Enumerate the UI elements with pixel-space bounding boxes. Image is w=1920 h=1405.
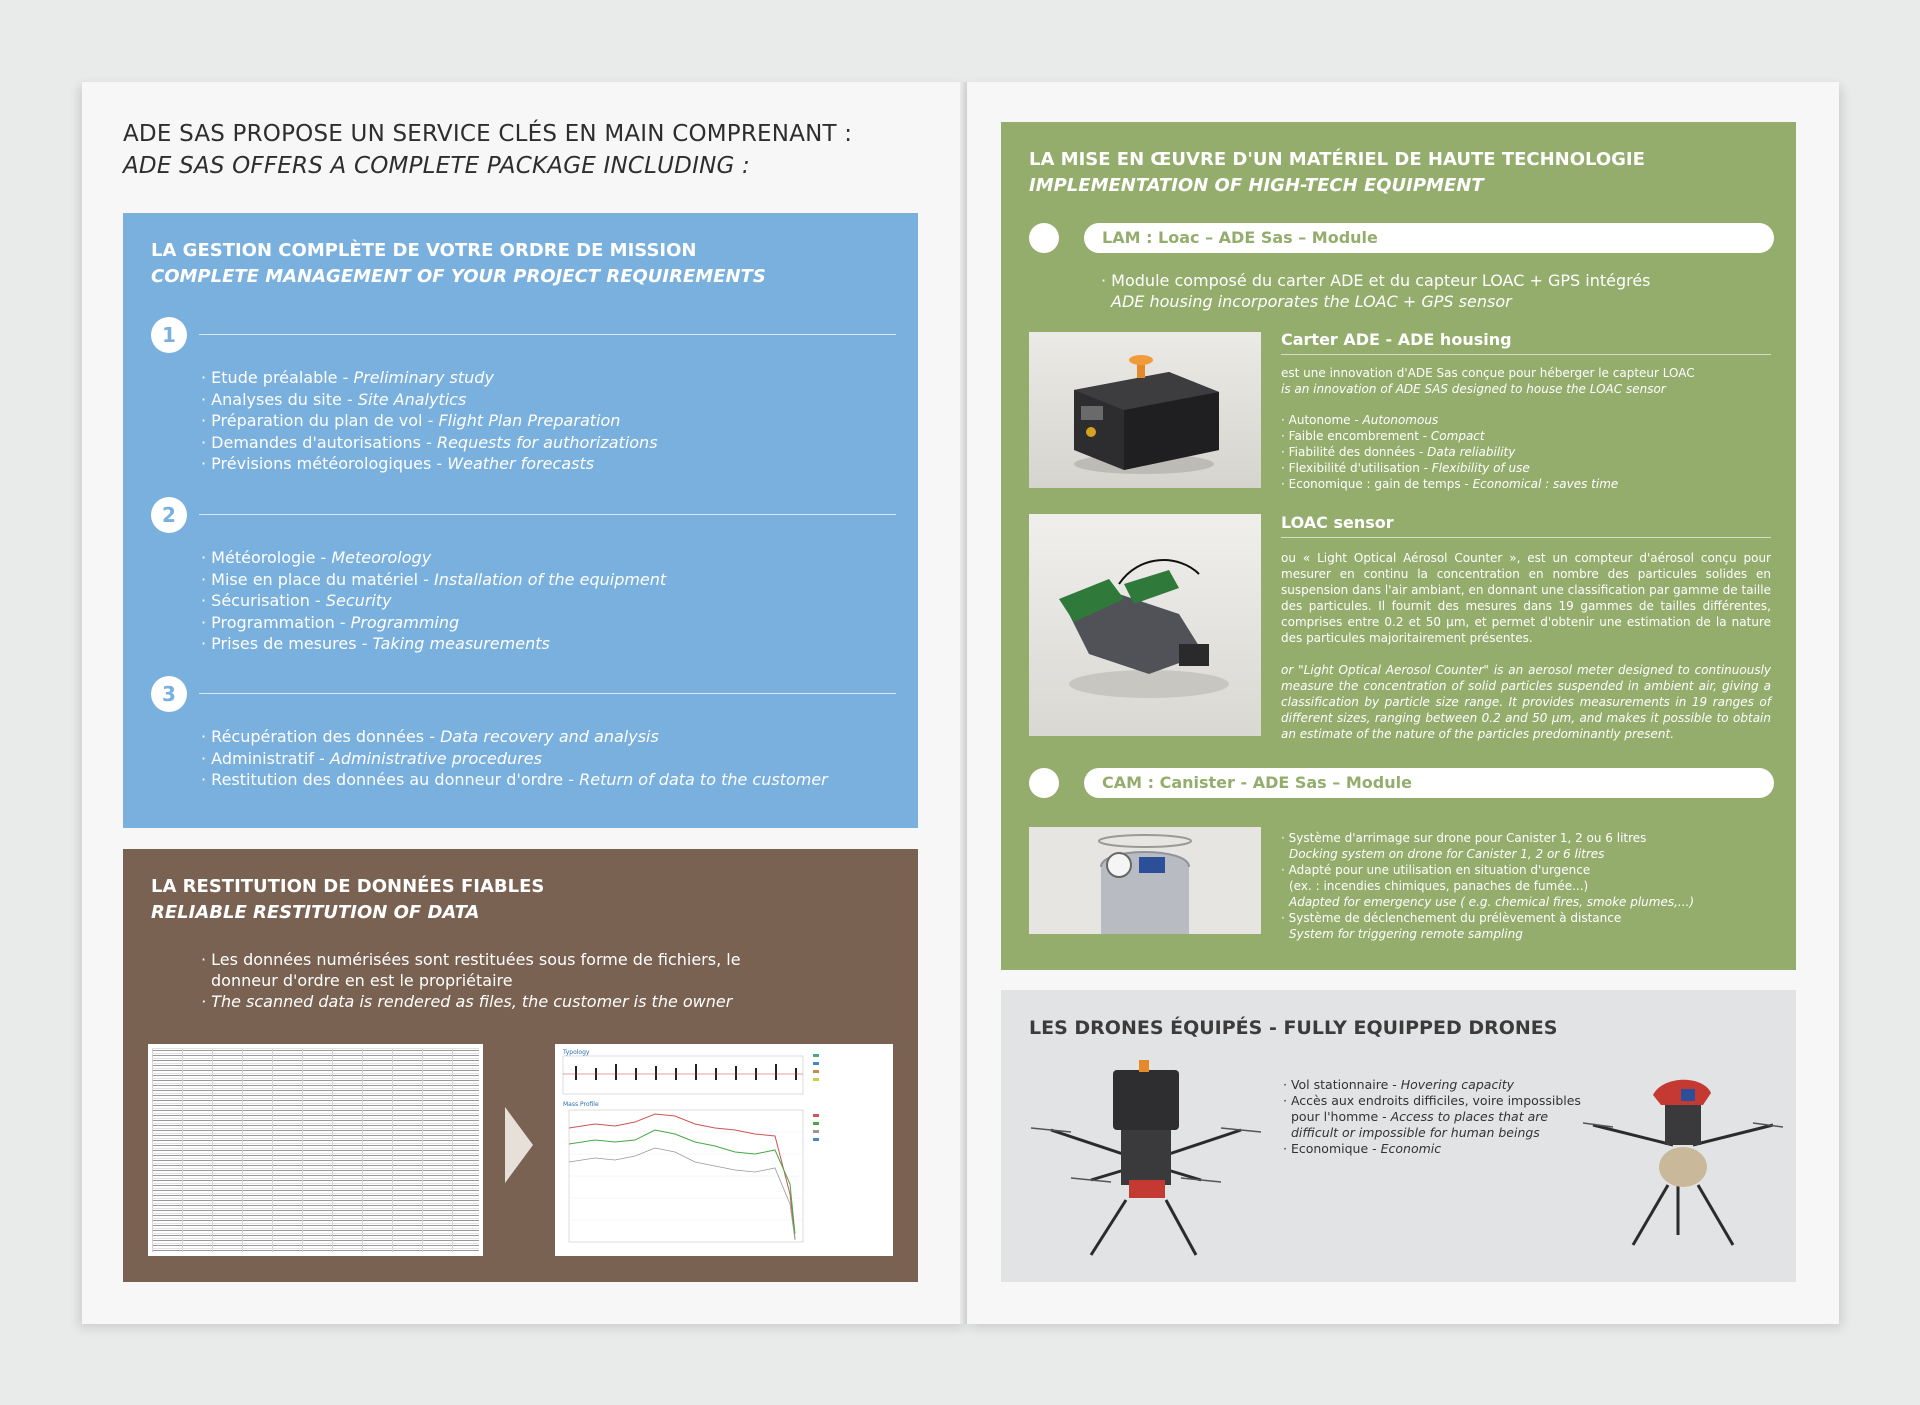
lam-module-pill: LAM : Loac – ADE Sas – Module [1084, 223, 1774, 253]
cam-line: · Système d'arrimage sur drone pour Canister 1, 2 ou 6 litres [1281, 831, 1647, 845]
list-item: · Economique - Economic [1283, 1141, 1593, 1157]
bullet-circle-icon [1029, 223, 1059, 253]
drone-features-list [1283, 1077, 1593, 1157]
cam-line: (ex. : incendies chimiques, panaches de fumée...) [1289, 879, 1589, 893]
left-page [82, 82, 967, 1324]
top-plot-marks [575, 1064, 797, 1080]
ade-housing-image [1029, 332, 1261, 488]
list-item: · Prévisions météorologiques - Weather forecasts [201, 453, 658, 475]
restitution-title-en: RELIABLE RESTITUTION OF DATA [151, 902, 480, 923]
canister-image [1029, 827, 1261, 934]
cam-description [1281, 830, 1694, 942]
list-item: · Demandes d'autorisations - Requests for authorizations [201, 432, 658, 454]
list-item: · Sécurisation - Security [201, 590, 666, 612]
cam-line: · Adapté pour une utilisation en situation d'urgence [1281, 863, 1591, 877]
list-item: · Récupération des données - Data recovery and analysis [201, 726, 828, 748]
loac-sensor-photo [1029, 514, 1261, 736]
lam-desc-en: ADE housing incorporates the LOAC + GPS sensor [1111, 292, 1512, 311]
data-restitution-block [123, 849, 918, 1282]
list-item: · Faible encombrement - Compact [1281, 429, 1485, 443]
equipped-drones-block [1001, 990, 1796, 1282]
ade-housing-photo [1029, 332, 1261, 488]
list-item: · Etude préalable - Preliminary study [201, 367, 658, 389]
list-item: · Les données numérisées sont restituées sous forme de fichiers, le donneur d'ordre en est le propriétaire [201, 949, 741, 991]
list-item: · Préparation du plan de vol - Flight Plan Preparation [201, 410, 658, 432]
graph-top-title: Typology [563, 1049, 590, 1056]
step-number-badge: 3 [151, 676, 187, 712]
restitution-title-fr: LA RESTITUTION DE DONNÉES FIABLES [151, 876, 545, 897]
carter-intro: est une innovation d'ADE Sas conçue pour héberger le capteur LOAC is an innovation of ADE SAS designed to house the LOAC sensor [1281, 366, 1695, 396]
step-divider [199, 334, 896, 335]
list-item: · Autonome - Autonomous [1281, 413, 1439, 427]
cam-line: Docking system on drone for Canister 1, 2 or 6 litres [1289, 847, 1605, 861]
page-headline [123, 118, 852, 182]
list-item: · Administratif - Administrative procedures [201, 748, 828, 770]
mission-title [151, 238, 766, 290]
step-1-list [201, 367, 658, 475]
list-item: · Flexibilité d'utilisation - Flexibility of use [1281, 461, 1530, 475]
cam-line: · Système de déclenchement du prélèvement à distance [1281, 911, 1622, 925]
cam-line: System for triggering remote sampling [1289, 927, 1523, 941]
arrow-right-icon [505, 1107, 533, 1183]
list-item: · Mise en place du matériel - Installation of the equipment [201, 569, 666, 591]
loac-description-fr: ou « Light Optical Aérosol Counter », est un compteur d'aérosol conçu pour mesurer en continu la concentration en nombre des particules solides en suspension dans l'air ambiant, en donnant une classification par gamme de taille des particules. Il fournit des mesures dans 19 gammes de tailles différentes, comprises entre 0.2 et 50 µm, et permet d'obtenir une estimation de la nature des particules majoritairement présentes. [1281, 551, 1771, 645]
cam-line: Adapted for emergency use ( e.g. chemical fires, smoke plumes,...) [1289, 895, 1695, 909]
step-divider [199, 693, 896, 694]
list-item: · Analyses du site - Site Analytics [201, 389, 658, 411]
canister-photo [1029, 827, 1261, 934]
step-divider [199, 514, 896, 515]
list-item: · Vol stationnaire - Hovering capacity [1283, 1077, 1593, 1093]
tech-title-fr: LA MISE EN ŒUVRE D'UN MATÉRIEL DE HAUTE TECHNOLOGIE [1029, 149, 1645, 170]
mission-title-fr: LA GESTION COMPLÈTE DE VOTRE ORDRE DE MISSION [151, 240, 697, 261]
graph-svg [555, 1044, 893, 1256]
drone-right-image [1583, 1075, 1783, 1250]
lam-desc-fr: · Module composé du carter ADE et du capteur LOAC + GPS intégrés [1101, 271, 1651, 290]
list-item: · The scanned data is rendered as files, the customer is the owner [201, 991, 741, 1012]
data-graph-image [555, 1044, 893, 1256]
carter-title: Carter ADE - ADE housing [1281, 330, 1512, 349]
bullet-circle-icon [1029, 768, 1059, 798]
right-page [967, 82, 1839, 1324]
data-spreadsheet-image [148, 1044, 483, 1256]
cam-module-row [1029, 768, 1769, 798]
mission-title-en: COMPLETE MANAGEMENT OF YOUR PROJECT REQUIREMENTS [151, 266, 766, 287]
list-item: · Fiabilité des données - Data reliability [1281, 445, 1516, 459]
top-plot-frame [563, 1056, 803, 1094]
cam-module-pill: CAM : Canister - ADE Sas – Module [1084, 768, 1774, 798]
legend-block-bottom [813, 1114, 819, 1141]
carter-divider [1281, 354, 1771, 355]
step-number-badge: 2 [151, 497, 187, 533]
restitution-list [201, 949, 741, 1012]
loac-divider [1281, 537, 1771, 538]
loac-description-en: or "Light Optical Aerosol Counter" is an aerosol meter designed to continuously measure the concentration of solid particles suspended in ambient air, giving a classification by particle size range. It provides measurements in 19 ranges of different sizes, ranging between 0.2 and 50 µm, and makes it possible to obtain an estimate of the nature of the particles predominantly present. [1281, 663, 1771, 741]
carter-features [1281, 412, 1618, 492]
series-grey-line [569, 1148, 795, 1240]
tech-title-en: IMPLEMENTATION OF HIGH-TECH EQUIPMENT [1029, 175, 1484, 196]
lam-description [1101, 270, 1651, 312]
headline-en: ADE SAS OFFERS A COMPLETE PACKAGE INCLUDING : [123, 153, 750, 179]
loac-title: LOAC sensor [1281, 513, 1394, 532]
list-item: · Accès aux endroits difficiles, voire impossibles pour l'homme - Access to places that are difficult or impossible for human beings [1283, 1093, 1593, 1141]
list-item: · Météorologie - Meteorology [201, 547, 666, 569]
list-item: · Restitution des données au donneur d'ordre - Return of data to the customer [201, 769, 828, 791]
drones-title: LES DRONES ÉQUIPÉS - FULLY EQUIPPED DRONES [1029, 1017, 1558, 1039]
series-green-line [569, 1130, 795, 1234]
list-item: · Prises de mesures - Taking measurements [201, 633, 666, 655]
legend-block [813, 1054, 819, 1081]
restitution-title [151, 874, 544, 926]
step-3-list [201, 726, 828, 791]
mission-management-block [123, 213, 918, 828]
high-tech-equipment-block [1001, 122, 1796, 970]
tech-title [1029, 147, 1645, 199]
lam-module-row [1029, 223, 1769, 253]
list-item: · Economique : gain de temps - Economical : saves time [1281, 477, 1619, 491]
loac-sensor-image [1029, 514, 1261, 736]
step-2-list [201, 547, 666, 655]
bottom-plot-grid [569, 1132, 803, 1220]
headline-fr: ADE SAS PROPOSE UN SERVICE CLÉS EN MAIN COMPRENANT : [123, 121, 853, 147]
step-number-badge: 1 [151, 317, 187, 353]
spreadsheet-grid [152, 1048, 479, 1252]
graph-bottom-title: Mass Profile [563, 1101, 599, 1108]
list-item: · Programmation - Programming [201, 612, 666, 634]
drone-left-image [1031, 1060, 1261, 1260]
